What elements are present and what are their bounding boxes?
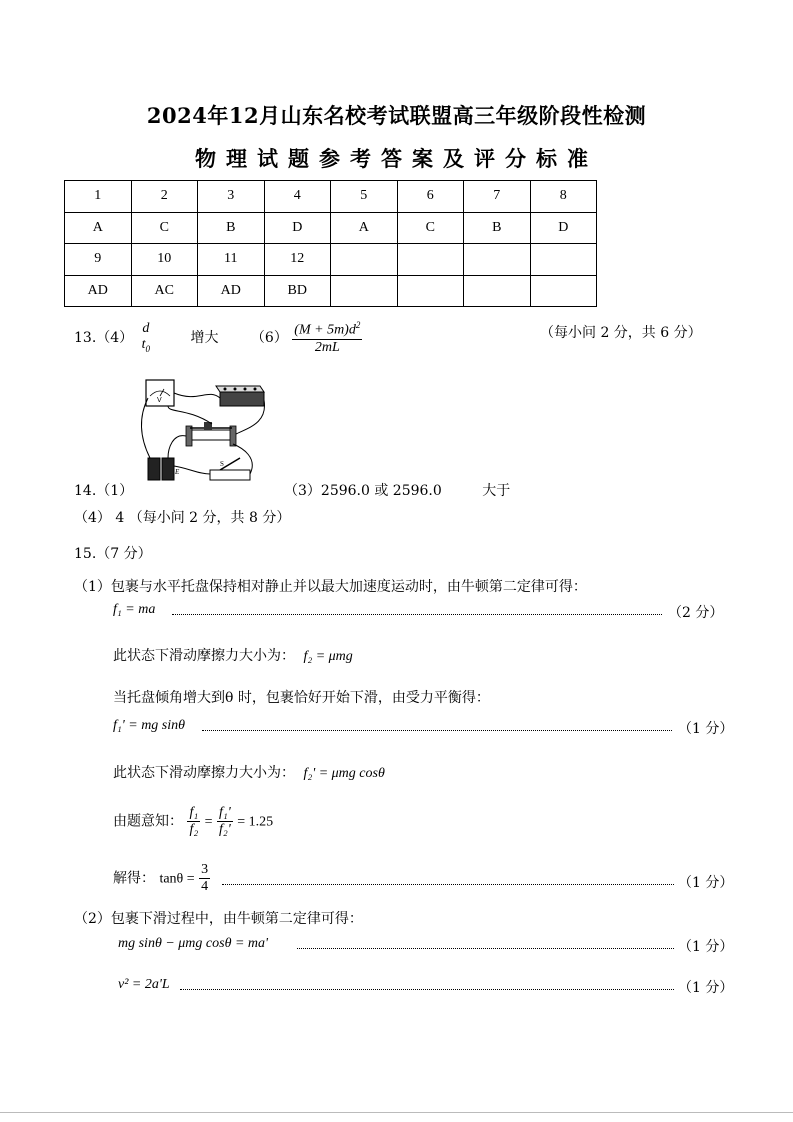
- answer-cell: 11: [198, 244, 265, 276]
- switch-label: S: [220, 460, 224, 468]
- voltmeter-label: V: [157, 397, 162, 404]
- answer-cell: D: [530, 212, 597, 244]
- answer-cell: [530, 275, 597, 307]
- answer-cell: [331, 244, 398, 276]
- answer-cell: C: [397, 212, 464, 244]
- q15-tan-score: （1 分）: [678, 875, 734, 891]
- q14-part3: （3）2596.0 或 2596.0 大于: [284, 483, 511, 499]
- q15-eq3-score: （1 分）: [678, 939, 734, 955]
- q15-ratio-value: = 1.25: [237, 814, 274, 830]
- answer-cell: [464, 244, 531, 276]
- answer-row: [65, 244, 597, 276]
- answer-cell: A: [331, 212, 398, 244]
- answer-cell: [397, 275, 464, 307]
- answer-cell: AD: [198, 275, 265, 307]
- circuit-diagram: [128, 378, 268, 486]
- q15-part1-intro: （1）包裹与水平托盘保持相对静止并以最大加速度运动时，由牛顿第二定律可得：: [74, 579, 587, 595]
- answer-cell: 6: [397, 181, 464, 213]
- page-title: 2024年12月山东名校考试联盟高三年级阶段性检测: [146, 103, 647, 128]
- q15-state2: 此状态下滑动摩擦力大小为： f₂' = μmg cosθ: [113, 765, 385, 781]
- resistance-box-icon: [216, 386, 264, 406]
- answer-cell: C: [131, 212, 198, 244]
- q13-line: [74, 320, 362, 356]
- q15-tan-fraction: $\frac{3}{4}$: [201, 862, 209, 894]
- answer-row: [65, 181, 597, 213]
- dotted-leader: [297, 948, 674, 949]
- answer-cell: A: [65, 212, 132, 244]
- q13-score: （每小问 2 分，共 6 分）: [540, 325, 702, 341]
- q13-part6: （6）: [250, 329, 288, 346]
- answer-cell: 8: [530, 181, 597, 213]
- q13-fraction-d-over-t: d $t_0$: [141, 321, 151, 355]
- answer-cell: 2: [131, 181, 198, 213]
- q14-line1: [74, 480, 133, 500]
- answer-cell: BD: [264, 275, 331, 307]
- q15-state1-eq: f₂ = μmg: [303, 649, 353, 664]
- q15-eq2-score: （1 分）: [678, 721, 734, 737]
- q14-line2: （4） 4 （每小问 2 分，共 8 分）: [74, 510, 291, 526]
- q15-part2-intro: （2）包裹下滑过程中，由牛顿第二定律可得：: [74, 911, 363, 927]
- page-bottom-border: [0, 1112, 793, 1113]
- answer-cell: 5: [331, 181, 398, 213]
- q15-tan-left: tanθ =: [159, 871, 195, 887]
- answer-cell: AD: [65, 275, 132, 307]
- q15-label: 15.（7 分）: [74, 546, 152, 562]
- answer-cell: B: [464, 212, 531, 244]
- q15-solve: 解得： tanθ = $\frac{3}{4}$: [113, 862, 209, 894]
- q13-label: 13.（4）: [74, 329, 134, 346]
- answer-cell: 9: [65, 244, 132, 276]
- q14-label: 14.（1）: [74, 483, 134, 499]
- battery-icon: [148, 458, 180, 480]
- answer-cell: 7: [464, 181, 531, 213]
- answer-cell: [530, 244, 597, 276]
- q15-ratio-a: $\frac{\text{f₁}}{\text{f₂}}$: [189, 805, 199, 837]
- q15-eq2: f₁' = mg sinθ: [113, 718, 186, 733]
- switch-icon: [210, 458, 250, 480]
- q15-eq4-score: （1 分）: [678, 980, 734, 996]
- battery-label: E: [175, 468, 180, 476]
- rheostat-icon: [186, 422, 236, 446]
- answer-cell: AC: [131, 275, 198, 307]
- q15-condition: 由题意知： $\frac{\text{f₁}}{\text{f₂}}$ = $\frac{\text{f₁'}}{\text{f₂'}}$ = 1.25: [113, 805, 274, 837]
- answer-cell: [464, 275, 531, 307]
- answer-cell: 4: [264, 181, 331, 213]
- answer-row: [65, 212, 597, 244]
- q15-eq4: v² = 2a'L: [118, 977, 170, 992]
- q15-angle-text: 当托盘倾角增大到θ 时，包裹恰好开始下滑，由受力平衡得：: [113, 690, 490, 706]
- answer-cell: 10: [131, 244, 198, 276]
- q15-eq3: mg sinθ − μmg cosθ = ma': [118, 936, 269, 951]
- answer-cell: 1: [65, 181, 132, 213]
- answer-cell: 3: [198, 181, 265, 213]
- dotted-leader: [202, 730, 672, 731]
- answer-row: [65, 275, 597, 307]
- answer-cell: 12: [264, 244, 331, 276]
- answer-cell: [331, 275, 398, 307]
- page-subtitle: 物理试题参考答案及评分标准: [195, 146, 598, 171]
- dotted-leader: [172, 614, 662, 615]
- q14-answer-word: 大于: [482, 483, 511, 499]
- answer-table: [64, 180, 597, 307]
- answer-cell: D: [264, 212, 331, 244]
- q13-fraction-mass: $\frac{(M + 5m)d^2}{2mL}$: [294, 320, 361, 355]
- q13-answer-word: 增大: [190, 329, 219, 346]
- q15-state1: 此状态下滑动摩擦力大小为： f₂ = μmg: [113, 648, 353, 664]
- q15-ratio-b: $\frac{\text{f₁'}}{\text{f₂'}}$: [219, 805, 231, 837]
- dotted-leader: [222, 884, 674, 885]
- q15-state2-eq: f₂' = μmg cosθ: [303, 766, 385, 781]
- answer-cell: [397, 244, 464, 276]
- q15-eq1: f₁ = ma: [113, 602, 156, 617]
- dotted-leader: [180, 989, 674, 990]
- voltmeter-icon: [146, 380, 174, 406]
- answer-cell: B: [198, 212, 265, 244]
- q15-eq1-score: （2 分）: [668, 605, 724, 621]
